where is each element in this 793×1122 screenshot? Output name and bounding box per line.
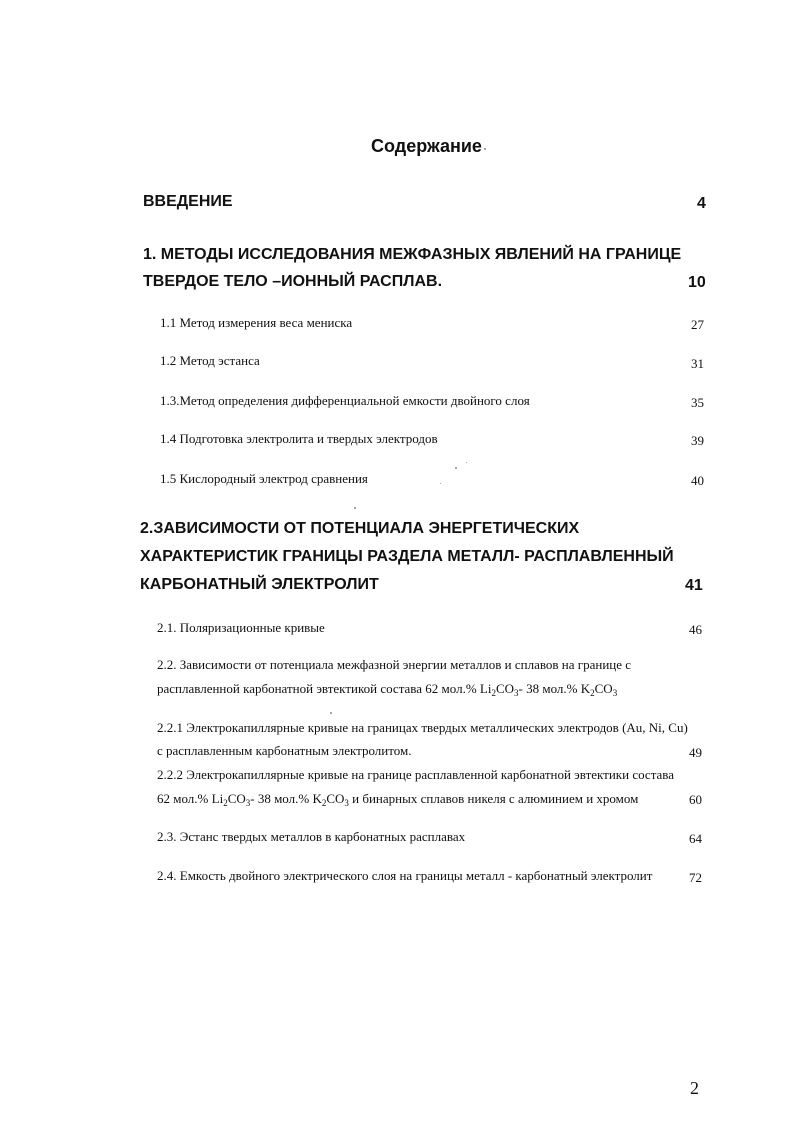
toc-ch2-line2: ХАРАКТЕРИСТИК ГРАНИЦЫ РАЗДЕЛА МЕТАЛЛ- РАСПЛАВЛЕННЫЙ [140,548,674,565]
subscript: 2 [590,688,595,698]
toc-s1-3-page: 35 [691,395,704,410]
toc-s2-2-2-page: 60 [689,792,702,807]
toc-ch1-line2: ТВЕРДОЕ ТЕЛО –ИОННЫЙ РАСПЛАВ. [143,273,443,290]
subscript: 2 [491,688,496,698]
toc-s2-1-label: 2.1. Поляризационные кривые [157,620,325,635]
formula-part: CO [594,681,613,696]
toc-s1-4-label: 1.4 Подготовка электролита и твердых электродов [160,431,438,446]
toc-ch1-page: 10 [688,274,706,291]
toc-s2-3-label: 2.3. Эстанс твердых металлов в карбонатных расплавах [157,829,466,844]
scan-speck [440,483,441,484]
toc-ch2-page: 41 [685,577,703,594]
toc-s2-2-1-line1: 2.2.1 Электрокапиллярные кривые на границах твердых металлических электродов (Au, Ni, Cu) [157,720,688,735]
formula-part: - 38 мол.% K [518,681,591,696]
subscript: 3 [344,798,349,808]
toc-s2-2-line2 [157,678,617,700]
formula-part: - 38 мол.% K [250,791,322,806]
page-title: Содержание [371,136,482,156]
toc-s2-2-2-line2 [157,788,638,810]
toc-s1-5-page: 40 [691,473,704,488]
toc-s2-2-1-line2: с расплавленным карбонатным электролитом. [157,743,412,758]
formula-part: CO [326,791,345,806]
toc-s1-5-label: 1.5 Кислородный электрод сравнения [160,471,368,486]
toc-s2-2-line1: 2.2. Зависимости от потенциала межфазной энергии металлов и сплавов на границе с [157,657,632,672]
scan-speck [466,462,467,463]
subscript: 3 [514,688,519,698]
scan-speck [484,148,486,150]
toc-s2-4-label: 2.4. Емкость двойного электрического слоя на границы металл - карбонатный электролит [157,868,653,883]
toc-s2-2-line2-prefix: расплавленной карбонатной эвтектикой состава 62 мол.% Li [157,681,492,696]
formula-suffix: и бинарных сплавов никеля с алюминием и хромом [348,791,639,806]
subscript: 2 [321,798,327,808]
toc-s1-1-page: 27 [691,317,704,332]
toc-s2-2-1-page: 49 [689,745,702,760]
toc-s1-3-label: 1.3.Метод определения дифференциальной емкости двойного слоя [160,393,530,408]
toc-intro-label: ВВЕДЕНИЕ [143,193,233,210]
toc-s1-4-page: 39 [691,433,704,448]
formula-part: CO [495,681,515,696]
toc-s2-4-page: 72 [689,870,702,885]
toc-s2-1-page: 46 [689,622,702,637]
formula-part: CO [227,791,246,806]
toc-s1-1-label: 1.1 Метод измерения веса мениска [160,315,353,330]
scan-speck [330,712,332,714]
toc-intro-page: 4 [697,195,706,212]
toc-ch1-line1: 1. МЕТОДЫ ИССЛЕДОВАНИЯ МЕЖФАЗНЫХ ЯВЛЕНИЙ НА ГРАНИЦЕ [143,246,682,263]
scan-speck [455,467,457,469]
subscript: 3 [612,688,618,698]
toc-ch2-line1: 2.ЗАВИСИМОСТИ ОТ ПОТЕНЦИАЛА ЭНЕРГЕТИЧЕСКИХ [140,520,580,537]
scan-speck [354,507,356,509]
toc-s1-2-page: 31 [691,356,704,371]
toc-s2-2-2-line1: 2.2.2 Электрокапиллярные кривые на границе расплавленной карбонатной эвтектики состава [157,767,675,782]
formula-part: 62 мол.% Li [157,791,224,806]
subscript: 3 [245,798,251,808]
subscript: 2 [223,798,228,808]
toc-s1-2-label: 1.2 Метод эстанса [160,353,260,368]
page-number: 2 [690,1078,699,1098]
toc-ch2-line3: КАРБОНАТНЫЙ ЭЛЕКТРОЛИТ [140,576,379,593]
toc-s2-3-page: 64 [689,831,702,846]
